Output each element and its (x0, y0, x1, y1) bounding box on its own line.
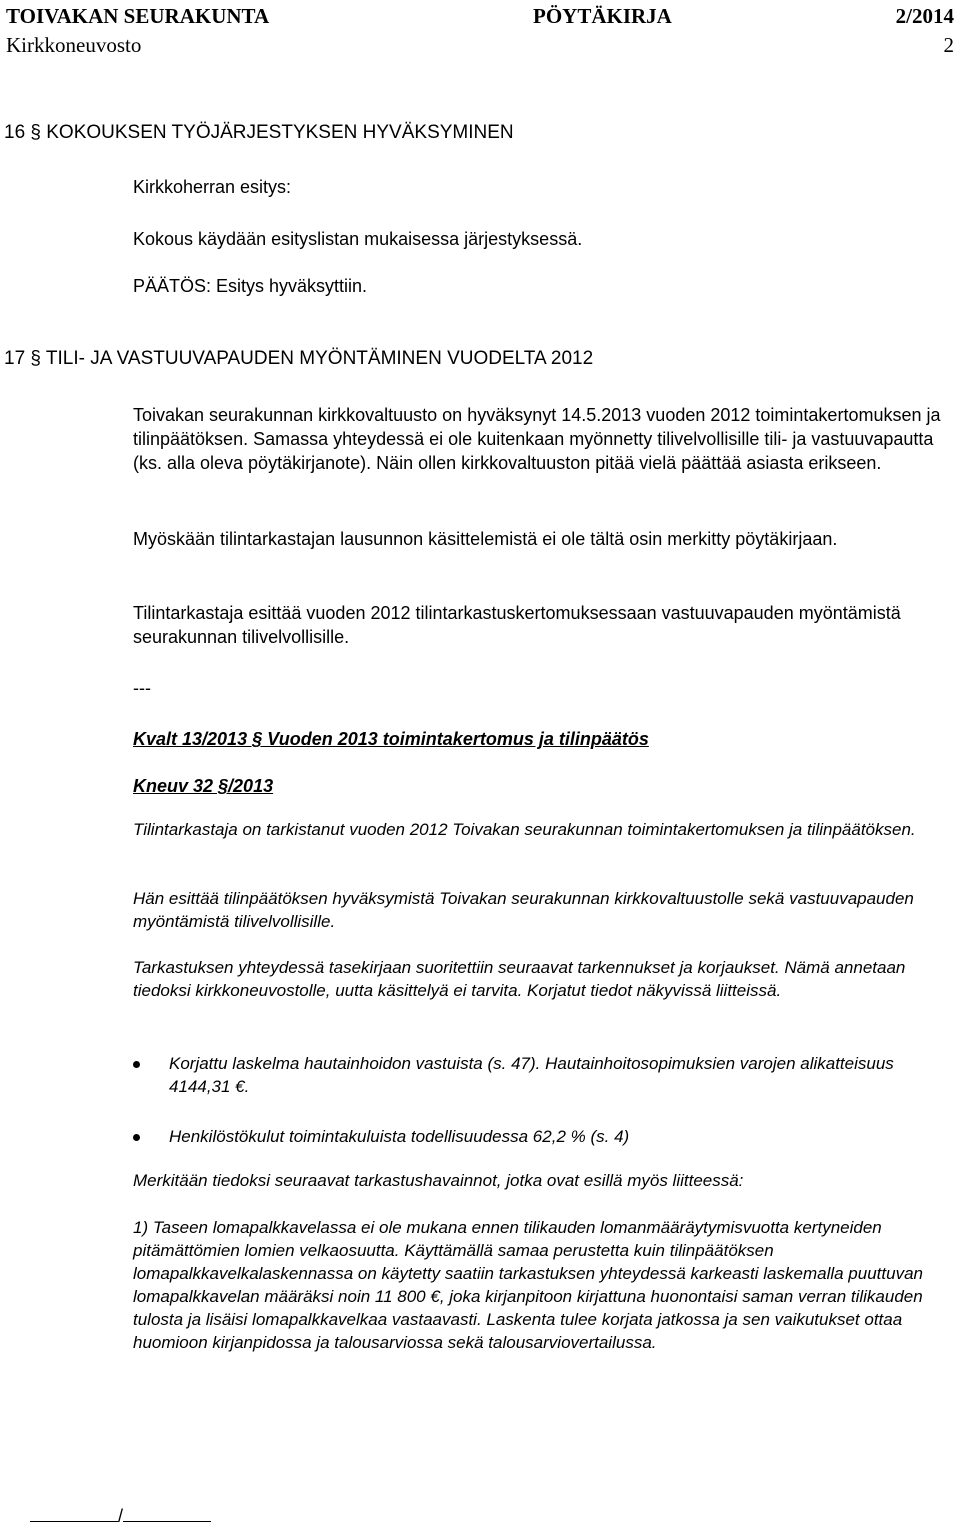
excerpt-paragraph-5: 1) Taseen lomapalkkavelassa ei ole mukana ennen tilikauden lomanmääräytymisvuotta kertyneiden pitämättömien lomien velkaosuutta. Käyttämällä samaa perustetta kuin tilinpäätöksen lomapalkkavelkalaskennassa on käytetty saatiin tarkastuksen yhteydessä karkeasti laskemalla puuttuvan lomapalkkavelan määräksi noin 11 800 €, joka kirjanpitoon kirjattuna huonontaisi saman verran tilikauden tulosta ja lisäisi lomapalkkavelkaa vastaavasti. Laskenta tulee korjata jatkossa ja sen vaikutukset ottaa huomioon kirjanpidossa ja talousarviossa sekä talousarviovertailussa. (133, 1218, 923, 1352)
bullet-icon (133, 1134, 140, 1141)
excerpt-paragraph-2: Hän esittää tilinpäätöksen hyväksymistä Toivakan seurakunnan kirkkovaltuustolle sekä vastuuvapauden myöntämistä tilivelvollisille. (133, 889, 914, 931)
document-number: 2/2014 (895, 4, 954, 28)
signature-slash: / (118, 1506, 124, 1526)
section-17-title: 17 § TILI- JA VASTUUVAPAUDEN MYÖNTÄMINEN VUODELTA 2012 (4, 348, 594, 369)
list-item-text: Henkilöstökulut toimintakuluista todellisuudessa 62,2 % (s. 4) (169, 1127, 630, 1146)
section-17-paragraph-2: Myöskään tilintarkastajan lausunnon käsittelemistä ei ole tältä osin merkitty pöytäkirjaan. (133, 529, 838, 549)
kvalt-reference: Kvalt 13/2013 § Vuoden 2013 toimintakertomus ja tilinpäätös (133, 729, 649, 749)
governing-body: Kirkkoneuvosto (6, 33, 142, 57)
excerpt-paragraph-4: Merkitään tiedoksi seuraavat tarkastushavainnot, jotka ovat esillä myös liitteessä: (133, 1171, 744, 1190)
section-16-text: Kokous käydään esityslistan mukaisessa järjestyksessä. (133, 229, 583, 249)
page-number: 2 (943, 33, 954, 57)
org-name: TOIVAKAN SEURAKUNTA (6, 4, 270, 28)
section-16-decision: PÄÄTÖS: Esitys hyväksyttiin. (133, 276, 368, 296)
section-17-paragraph-1: Toivakan seurakunnan kirkkovaltuusto on hyväksynyt 14.5.2013 vuoden 2012 toimintakertomuksen ja tilinpäätöksen. Samassa yhteydessä ei ole kuitenkaan myönnetty tilivelvollisille tili- ja vastuuvapautta (ks. alla oleva pöytäkirjanote). Näin ollen kirkkovaltuuston pitää vielä päättää asiasta erikseen. (133, 405, 941, 473)
section-17-paragraph-3: Tilintarkastaja esittää vuoden 2012 tilintarkastuskertomuksessaan vastuuvapauden myöntämistä seurakunnan tilivelvollisille. (133, 603, 901, 647)
signature-blank-right (123, 1503, 211, 1522)
excerpt-paragraph-1: Tilintarkastaja on tarkistanut vuoden 2012 Toivakan seurakunnan toimintakertomuksen ja tilinpäätöksen. (133, 820, 916, 839)
signature-line (30, 1503, 211, 1528)
separator: --- (133, 678, 151, 698)
section-16-title: 16 § KOKOUKSEN TYÖJÄRJESTYKSEN HYVÄKSYMINEN (4, 122, 514, 143)
proposer-label: Kirkkoherran esitys: (133, 177, 292, 197)
signature-blank-left (30, 1503, 118, 1522)
document-type: PÖYTÄKIRJA (533, 4, 672, 28)
bullet-icon (133, 1061, 140, 1068)
kneuv-reference: Kneuv 32 §/2013 (133, 776, 274, 796)
list-item-text: Korjattu laskelma hautainhoidon vastuista (s. 47). Hautainhoitosopimuksien varojen alikatteisuus 4144,31 €. (169, 1054, 894, 1096)
excerpt-paragraph-3: Tarkastuksen yhteydessä tasekirjaan suoritettiin seuraavat tarkennukset ja korjaukset. Nämä annetaan tiedoksi kirkkoneuvostolle, uutta käsittelyä ei tarvita. Korjatut tiedot näkyvissä liitteissä. (133, 958, 906, 1000)
